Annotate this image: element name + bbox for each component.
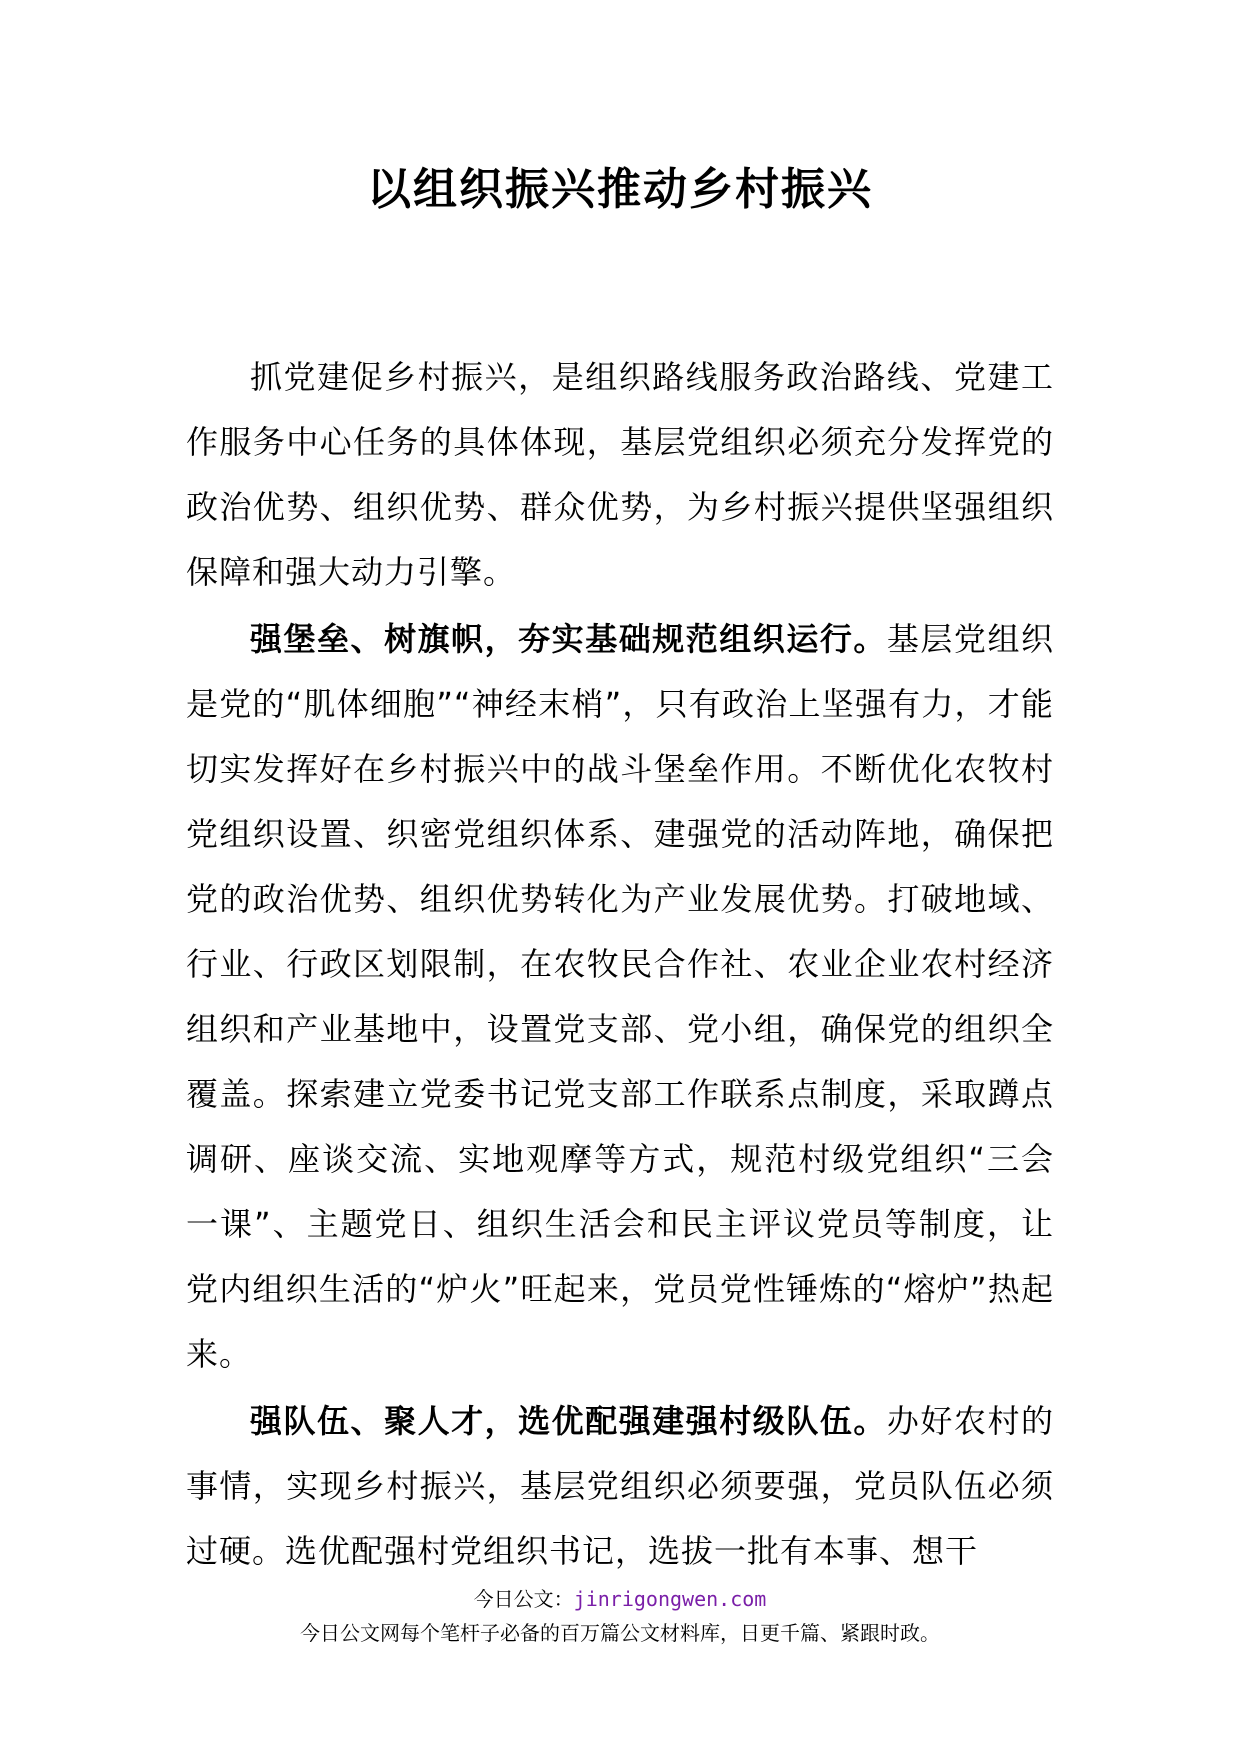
footer-tagline: 今日公文网每个笔杆子必备的百万篇公文材料库，日更千篇、紧跟时政。: [300, 1621, 940, 1645]
page-title: 以组织振兴推动乡村振兴: [367, 164, 873, 215]
section-1-heading: 强堡垒、树旗帜，夯实基础规范组织运行。: [250, 620, 887, 658]
section-2-text: 办好农村的事情，实现乡村振兴，基层党组织必须要强，党员队伍必须过硬。选优配强村党组织书记，选拔一批有本事、想干: [186, 1402, 1054, 1570]
footer-site-link[interactable]: jinrigongwen.com: [573, 1587, 767, 1611]
section-2-heading: 强队伍、聚人才，选优配强建强村级队伍。: [250, 1402, 887, 1440]
paragraph-section-2: [186, 1389, 1054, 1584]
paragraph-intro-text: 抓党建促乡村振兴，是组织路线服务政治路线、党建工作服务中心任务的具体体现，基层党组织必须充分发挥党的政治优势、组织优势、群众优势，为乡村振兴提供坚强组织保障和强大动力引擎。: [186, 358, 1054, 591]
paragraph-section-1: [186, 607, 1054, 1387]
section-1-text: 基层党组织是党的“肌体细胞”“神经末梢”，只有政治上坚强有力，才能切实发挥好在乡村振兴中的战斗堡垒作用。不断优化农牧村党组织设置、织密党组织体系、建强党的活动阵地，确保把党的政治优势、组织优势转化为产业发展优势。打破地域、行业、行政区划限制，在农牧民合作社、农业企业农村经济组织和产业基地中，设置党支部、党小组，确保党的组织全覆盖。探索建立党委书记党支部工作联系点制度，采取蹲点调研、座谈交流、实地观摩等方式，规范村级党组织“三会一课”、主题党日、组织生活会和民主评议党员等制度，让党内组织生活的“炉火”旺起来，党员党性锤炼的“熔炉”热起来。: [186, 620, 1054, 1373]
footer-source-line: [0, 1586, 1240, 1612]
footer-prefix: 今日公文：: [473, 1587, 574, 1611]
document-body: [186, 345, 1054, 1586]
paragraph-intro: [186, 345, 1054, 605]
